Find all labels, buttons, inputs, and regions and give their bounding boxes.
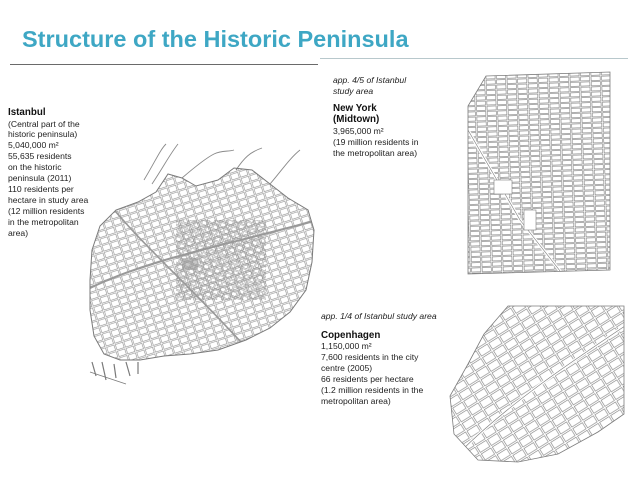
copenhagen-line: metropolitan area) bbox=[321, 395, 391, 406]
title-underline bbox=[10, 64, 318, 65]
newyork-scale-note: study area bbox=[333, 85, 374, 96]
newyork-street-map bbox=[464, 70, 614, 278]
istanbul-street-map bbox=[86, 140, 318, 390]
copenhagen-line: (1.2 million residents in the bbox=[321, 385, 424, 396]
istanbul-line: hectare in study area bbox=[8, 194, 89, 205]
copenhagen-line: 1,150,000 m² bbox=[321, 341, 372, 352]
newyork-city-name: (Midtown) bbox=[333, 114, 380, 126]
istanbul-line: historic peninsula) bbox=[8, 129, 78, 140]
istanbul-line: 5,040,000 m² bbox=[8, 140, 59, 151]
slide-title: Structure of the Historic Peninsula bbox=[22, 26, 409, 52]
copenhagen-street-map bbox=[448, 304, 628, 464]
copenhagen-city-name: Copenhagen bbox=[321, 329, 381, 341]
newyork-line: the metropolitan area) bbox=[333, 147, 418, 158]
header-divider bbox=[320, 58, 628, 59]
istanbul-line: peninsula (2011) bbox=[8, 173, 72, 184]
istanbul-line: in the metropolitan bbox=[8, 216, 79, 227]
copenhagen-scale-note: app. 1/4 of Istanbul study area bbox=[321, 311, 437, 321]
istanbul-line: 110 residents per bbox=[8, 183, 74, 194]
copenhagen-line: centre (2005) bbox=[321, 363, 373, 374]
istanbul-line: 55,635 residents bbox=[8, 151, 72, 162]
newyork-city-name: New York bbox=[333, 102, 377, 114]
copenhagen-caption bbox=[321, 311, 437, 407]
newyork-line: 3,965,000 m² bbox=[333, 125, 384, 136]
copenhagen-line: 7,600 residents in the city bbox=[321, 352, 419, 363]
newyork-line: (19 million residents in bbox=[333, 136, 419, 147]
istanbul-line: (12 million residents bbox=[8, 205, 85, 216]
istanbul-caption bbox=[8, 107, 88, 238]
istanbul-line: area) bbox=[8, 227, 29, 238]
istanbul-city-name: Istanbul bbox=[8, 107, 46, 118]
newyork-scale-note: app. 4/5 of Istanbul bbox=[333, 75, 407, 85]
istanbul-line: on the historic bbox=[8, 162, 62, 173]
istanbul-line: (Central part of the bbox=[8, 118, 80, 129]
copenhagen-line: 66 residents per hectare bbox=[321, 374, 414, 385]
newyork-caption bbox=[333, 75, 419, 159]
